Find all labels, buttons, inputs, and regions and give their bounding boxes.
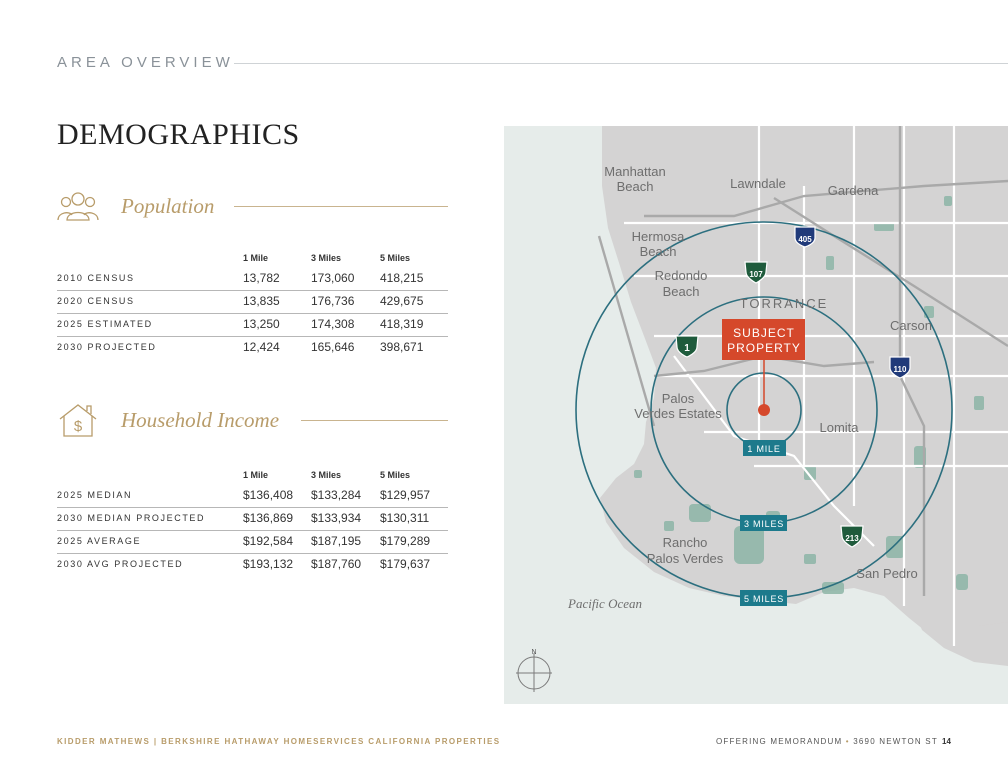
page-number: 14	[942, 737, 951, 746]
cell-5miles: $129,957	[380, 488, 431, 502]
table-row	[57, 485, 448, 508]
table-row	[57, 314, 448, 337]
footer-address: 3690 NEWTON ST	[853, 737, 938, 746]
cell-5miles: 398,671	[380, 340, 424, 354]
cell-5miles: 418,215	[380, 271, 424, 285]
svg-text:405: 405	[798, 235, 812, 244]
label-manhattan-beach-2: Beach	[616, 179, 654, 194]
row-label: 2030 MEDIAN PROJECTED	[57, 513, 206, 523]
label-redondo-beach: Redondo	[654, 268, 708, 283]
cell-5miles: $179,637	[380, 557, 431, 571]
population-col-5miles: 5 Miles	[380, 253, 411, 263]
cell-5miles: 418,319	[380, 317, 424, 331]
population-col-1mile: 1 Mile	[243, 253, 269, 263]
income-heading-rule	[301, 420, 448, 421]
row-label: 2025 MEDIAN	[57, 490, 133, 500]
label-carson: Carson	[890, 318, 932, 333]
label-palos-verdes-estates: Palos	[661, 391, 695, 406]
income-col-1mile: 1 Mile	[243, 470, 269, 480]
label-pacific-ocean: Pacific Ocean	[568, 596, 642, 611]
cell-1mile: $136,869	[243, 511, 294, 525]
table-row	[57, 508, 448, 531]
cell-1mile: $192,584	[243, 534, 294, 548]
label-manhattan-beach: Manhattan	[604, 164, 666, 179]
svg-text:N: N	[531, 649, 537, 656]
label-rancho-palos-verdes: Rancho	[662, 535, 708, 550]
population-heading-rule	[234, 206, 448, 207]
row-label: 2010 CENSUS	[57, 273, 135, 283]
cell-3miles: $187,760	[311, 557, 362, 571]
radius-label-1-mile: 1 MILE	[747, 444, 781, 454]
interstate-405-shield	[795, 227, 815, 247]
label-hermosa-beach: Hermosa	[631, 229, 685, 244]
cell-3miles: 165,646	[311, 340, 355, 354]
svg-text:107: 107	[749, 270, 763, 279]
table-row	[57, 291, 448, 314]
table-row	[57, 531, 448, 554]
label-torrance: TORRANCE	[739, 296, 829, 311]
cell-1mile: $136,408	[243, 488, 294, 502]
cell-3miles: 174,308	[311, 317, 355, 331]
label-redondo-beach-2: Beach	[662, 284, 700, 299]
population-heading: Population	[121, 194, 215, 218]
table-row	[57, 268, 448, 291]
house-dollar-icon	[57, 403, 99, 437]
income-col-5miles: 5 Miles	[380, 470, 411, 480]
table-row	[57, 554, 448, 576]
footer-document-info	[716, 737, 938, 746]
radius-label-3-miles: 3 MILES	[743, 519, 785, 529]
svg-text:110: 110	[893, 365, 907, 374]
row-label: 2020 CENSUS	[57, 296, 135, 306]
cell-3miles: 176,736	[311, 294, 355, 308]
page-title: DEMOGRAPHICS	[57, 118, 300, 151]
area-map	[504, 126, 1008, 704]
row-label: 2025 AVERAGE	[57, 536, 142, 546]
label-lawndale: Lawndale	[730, 176, 786, 191]
cell-3miles: $133,934	[311, 511, 362, 525]
label-san-pedro: San Pedro	[856, 566, 918, 581]
cell-1mile: 13,250	[243, 317, 280, 331]
label-rancho-palos-verdes-2: Palos Verdes	[646, 551, 724, 566]
cell-3miles: 173,060	[311, 271, 355, 285]
cell-3miles: $187,195	[311, 534, 362, 548]
radius-label-5-miles: 5 MILES	[743, 594, 785, 604]
svg-text:213: 213	[845, 534, 859, 543]
section-label: AREA OVERVIEW	[57, 54, 234, 71]
svg-text:1: 1	[684, 343, 690, 354]
cell-1mile: $193,132	[243, 557, 294, 571]
footer-brand: KIDDER MATHEWS | BERKSHIRE HATHAWAY HOMESERVICES CALIFORNIA PROPERTIES	[57, 737, 501, 746]
cell-1mile: 13,835	[243, 294, 280, 308]
svg-text:$: $	[73, 418, 83, 435]
section-divider	[234, 63, 1008, 64]
subject-property-label: SUBJECT	[733, 326, 795, 340]
label-lomita: Lomita	[819, 420, 859, 435]
cell-1mile: 13,782	[243, 271, 280, 285]
footer-doc-type: OFFERING MEMORANDUM	[716, 737, 843, 746]
subject-property-label-2: PROPERTY	[727, 341, 801, 355]
row-label: 2030 AVG PROJECTED	[57, 559, 184, 569]
population-col-3miles: 3 Miles	[311, 253, 342, 263]
label-gardena: Gardena	[827, 183, 879, 198]
table-row	[57, 337, 448, 359]
income-heading: Household Income	[121, 408, 280, 432]
cell-5miles: $179,289	[380, 534, 431, 548]
cell-1mile: 12,424	[243, 340, 280, 354]
people-group-icon	[57, 190, 99, 224]
row-label: 2030 PROJECTED	[57, 342, 157, 352]
footer-separator: •	[845, 737, 850, 746]
row-label: 2025 ESTIMATED	[57, 319, 153, 329]
cell-5miles: $130,311	[380, 511, 430, 525]
subject-property-pin	[758, 404, 770, 416]
cell-3miles: $133,284	[311, 488, 362, 502]
income-col-3miles: 3 Miles	[311, 470, 342, 480]
label-palos-verdes-estates-2: Verdes Estates	[634, 406, 722, 421]
cell-5miles: 429,675	[380, 294, 424, 308]
label-hermosa-beach-2: Beach	[639, 244, 677, 259]
